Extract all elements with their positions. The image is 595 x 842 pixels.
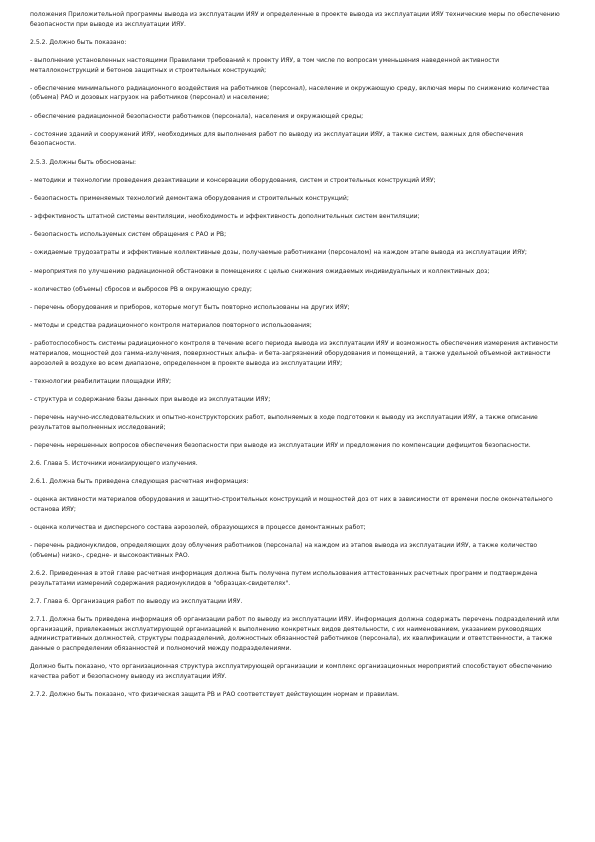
list-item: - оценка активности материалов оборудования и защитно-строительных конструкций и мощностей доз от них в зависимости от времени после окончательного останова ИЯУ; [30,496,553,514]
list-item: - методы и средства радиационного контроля материалов повторного использования; [30,322,312,330]
paragraph-2-7-2: 2.7.2. Должно быть показано, что физическая защита РВ и РАО соответствует действующим нормам и правилам. [30,690,399,698]
list-item: - перечень оборудования и приборов, которые могут быть повторно использованы на других ИЯУ; [30,304,350,311]
list-item: - технологии реабилитации площадки ИЯУ; [30,377,172,385]
list-item: - выполнение установленных настоящими Правилами требований к проекту ИЯУ, в том числе по вопросам уменьшения наведенной активности металлоконструкций и бетонов защитных и строительных конструкций; [30,56,500,74]
list-item: - состояние зданий и сооружений ИЯУ, необходимых для выполнения работ по выводу из эксплуатации ИЯУ, а также систем, важных для обеспечения безопасности. [30,130,523,148]
section-2-7-heading: 2.7. Глава 6. Организация работ по выводу из эксплуатации ИЯУ. [30,598,243,605]
paragraph-2-6-2: 2.6.2. Приведенная в этой главе расчетная информация должна быть получена путем использования аттестованных расчетных программ и подтверждена результатами измерений содержания радионуклидов в "образцах-свидетелях". [30,570,538,587]
list-item: - эффективность штатной системы вентиляции, необходимость и эффективность дополнительных систем вентиляции; [30,213,420,221]
list-item: - обеспечение радиационной безопасности работников (персонала), населения и окружающей среды; [30,112,364,120]
paragraph-2-6-1-heading: 2.6.1. Должна быть приведена следующая расчетная информация: [30,478,249,486]
paragraph-2-7-1-continuation: Должно быть показано, что организационная структура эксплуатирующей организации и комплекс организационных мероприятий способствуют обеспечению качества работ и безопасному выводу из эксплуатации ИЯУ. [30,663,552,680]
document-page [30,10,565,708]
list-item: - методики и технологии проведения дезактивации и консервации оборудования, систем и строительных конструкций ИЯУ; [30,176,436,184]
list-item: - обеспечение минимального радиационного воздействия на работников (персонал), население и окружающую среду, включая меры по снижению количества (объема) РАО и дозовых нагрузок на работников (персонал) и население; [30,84,550,102]
list-item: - перечень научно-исследовательских и опытно-конструкторских работ, выполняемых в ходе подготовки к выводу из эксплуатации ИЯУ, а также описание результатов выполненных исследований; [30,414,538,431]
list-item: - мероприятия по улучшению радиационной обстановки в помещениях с целью снижения ожидаемых индивидуальных и коллективных доз; [30,267,490,275]
paragraph-2-7-1: 2.7.1. Должна быть приведена информация об организации работ по выводу из эксплуатации ИЯУ. Информация должна содержать перечень подразделений или организаций, привлекаемых эксплуатирующей организацией к выполнению конкретных видов деятельности, с их наименованием, указанием руководящих административных должностей, структуры подразделений, должностных обязанностей работников (персонала), их квалификации и ответственности, а также данные о распределении обязанностей и полномочий между подразделениями. [30,616,559,652]
section-2-6-heading: 2.6. Глава 5. Источники ионизирующего излучения. [30,460,198,468]
list-item: - работоспособность системы радиационного контроля в течение всего периода вывода из эксплуатации ИЯУ и возможность обеспечения измерения активности материалов, мощностей доз гамма-излучения, поверхностных альфа- и бета-загрязнений оборудования и помещений, а также удельной объемной активности аэрозолей в воздухе во всем диапазоне, определенном в проекте вывода из эксплуатации ИЯУ; [30,340,558,367]
list-item: - оценка количества и дисперсного состава аэрозолей, образующихся в процессе демонтажных работ; [30,524,366,532]
list-item: - перечень нерешенных вопросов обеспечения безопасности при выводе из эксплуатации ИЯУ и предложения по компенсации дефицитов безопасности. [30,441,531,449]
list-item: - безопасность применяемых технологий демонтажа оборудования и строительных конструкций; [30,194,349,202]
list-item: - ожидаемые трудозатраты и эффективные коллективные дозы, получаемые работниками (персоналом) на каждом этапе вывода из эксплуатации ИЯУ; [30,249,527,257]
paragraph-2-5-3-heading: 2.5.3. Должны быть обоснованы: [30,158,137,166]
list-item: - перечень радионуклидов, определяющих дозу облучения работников (персонала) на каждом из этапов вывода из эксплуатации ИЯУ, а также количество (объемы) низко-, средне- и высокоактивных РАО. [30,542,538,560]
list-item: - безопасность используемых систем обращения с РАО и РВ; [30,231,227,239]
paragraph-2-5-2-heading: 2.5.2. Должно быть показано: [30,38,127,46]
paragraph-intro-continuation: положения Приложительной программы вывода из эксплуатации ИЯУ и определенные в проекте вывода из эксплуатации ИЯУ технические меры по обеспечению безопасности при выводе из эксплуатации ИЯУ. [30,11,560,28]
list-item: - количество (объемы) сбросов и выбросов РВ в окружающую среду; [30,285,252,293]
list-item: - структура и содержание базы данных при выводе из эксплуатации ИЯУ; [30,395,271,403]
